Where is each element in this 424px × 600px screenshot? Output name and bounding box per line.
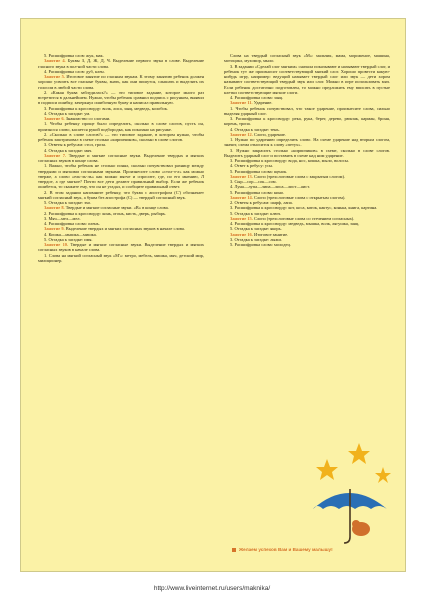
left-paragraph xyxy=(38,58,204,69)
right-column xyxy=(224,53,390,247)
left-paragraph xyxy=(38,242,204,253)
paragraph-text: 4. Отгадка к загадке: тень. xyxy=(230,126,280,132)
paragraph-text: Буквы З, Д, Ж, Д, Ч. Выделение первого звука в слове. Выделение гласного звука в пол-ной части слова. xyxy=(38,58,204,69)
paragraph-text: 2. В этом задании напомните ребенку, что буква с апострофом (С') обозначает мягкий согласный звук, а буква без апострофа (С) — твердый согласный звук. xyxy=(38,189,204,200)
paragraph-text: 5. Расшифровка слова: щенок. xyxy=(230,168,288,174)
paragraph-text: 3. Ответы к ребусам: стол, гроза. xyxy=(44,142,107,148)
star-icon xyxy=(348,443,370,464)
paragraph-text: 4. Расшифровка к кроссворду: медведь, мышка, волк, лягушка, заяц. xyxy=(230,221,360,226)
paragraph-text: 5. Расшифровка слова: кино. xyxy=(230,189,285,195)
paragraph-text: 5. Отгадка к загадке: эхо. xyxy=(44,200,92,205)
paragraph-text: 3. Расшифровка к кроссворду: кот, коса, каток, кактус, конька, книга, картина. xyxy=(230,205,378,211)
paragraph-text: 4. Отгадка к загадке: ум. xyxy=(44,110,91,116)
left-paragraph xyxy=(38,163,204,189)
paragraph-text: 2. Ответы к ребусам: шарф, лапа. xyxy=(230,200,293,205)
lesson-heading: Занятие 5. xyxy=(44,74,65,79)
paragraph-text: 3. Расшифровка к кроссворду: волк, лиса, заяц, медведь, колобок. xyxy=(44,105,169,111)
paragraph-text: Твердые и мягкие согласные звуки. Выделение твердых и мягких согласных звуков в конце слова. xyxy=(38,152,204,163)
paragraph-text: 3. Мяч—мел—мел. xyxy=(44,215,81,221)
lesson-heading: Занятие 12. xyxy=(230,131,253,137)
paragraph-text: Слоги (трехслоговые слова со стечением согласных). xyxy=(252,215,355,221)
paragraph-text: Выделение твердых и мягких согласных звуков в начале слова. xyxy=(64,226,185,232)
right-paragraph xyxy=(224,53,390,64)
paragraph-text: 2. «Сколько в слове слогов?» — это типовое задание, в котором нужно, чтобы ребенок заштриховал в схеме столько «кирпичиков», сколько в слове слогов. xyxy=(38,131,204,142)
left-paragraph xyxy=(38,90,204,106)
paragraph-text: 3. Расшифровка к кроссворду: вода, нос, кошка, мыло, волосы. xyxy=(230,158,349,163)
left-paragraph xyxy=(38,253,204,264)
lesson-heading: Занятие 9. xyxy=(44,226,65,232)
paragraph-text: Итоговое занятие по гласным звукам. К этому занятию ребенок должен хорошо усвоить все гласные буквы, знать, как они пишутся, слышать и выделять их голосом в любой части слова. xyxy=(38,74,204,90)
right-paragraph xyxy=(224,137,390,148)
paragraph-text: 4. Кошка—мышка—мишка. xyxy=(44,231,97,237)
lesson-heading: Занятие 10. xyxy=(44,242,69,247)
paragraph-text: 5. Расшифровка слов: жук, мак. xyxy=(44,53,104,58)
right-paragraph xyxy=(224,64,390,96)
lesson-heading: Занятие 6. xyxy=(44,116,65,121)
paragraph-text: 4. Расшифровка слова: заяц. xyxy=(230,95,284,100)
paragraph-text: 3. Нужно закрасить столько «кирпичиков» в схеме, сколько в слове слогов. Выделить ударный слог и поставить в схеме над ним ударение. xyxy=(224,147,390,158)
paragraph-text: 1. Важно, чтобы ребенок не столько понял, сколько почувствовал разницу между твердыми и мягкими согласными звуками. Произнесите слово «стол-э-л» как можно тверже, а слово «ель-ль-ль» как можно мягче и спросите, где, по его мнению, Л твердое, а где мягкое? Почти все дети делают правильный выбор. Если же ребенок ошибется, то скажите ему, что он не угадал, и сообщите правильный ответ. xyxy=(38,163,204,190)
left-paragraph xyxy=(38,74,204,90)
paragraph-text: 3. Расшифровка к кроссворду: река, рука, берег, дерево, рюкзак, карман, броня, корень, тропа. xyxy=(224,116,390,127)
paragraph-text: Ударение. xyxy=(252,100,273,106)
paragraph-text: Слоги (трехслоговые слова с закрытым слогом). xyxy=(252,173,346,179)
star-icon xyxy=(316,459,338,480)
book-page xyxy=(20,18,406,572)
paragraph-text: 4. Отгадка к загадке: мяч. xyxy=(44,147,93,153)
paragraph-text: Слова на твердый согласный звук «М»: мальчик, мама, мороженое, машина, мотоцикл, мухомор, мыло. xyxy=(224,53,390,64)
paragraph-text: 5. Отгадка к загадке: якорь. xyxy=(230,226,282,232)
paragraph-text: 3. Сыр—сор—сок—сом. xyxy=(230,179,277,184)
paragraph-text: 4. Луна—лупа—липа—лиса—лист—аист. xyxy=(230,184,310,190)
paragraph-text: 1. Нужно по ударению определить слово. На схеме ударение над вторым слогом, значит, схема относится к слову «петух». xyxy=(224,137,390,148)
paragraph-text: 5. Отгадка к загадке: имя. xyxy=(44,236,93,242)
paragraph-text: Слоги, ударение. xyxy=(252,131,286,137)
paragraph-text: 4. Расшифровка слова: олень. xyxy=(44,221,100,226)
paragraph-text: Твердые и мягкие согласные звуки. Выделение твердых и мягких согласных звуков в начале слова. xyxy=(38,242,204,253)
right-paragraph xyxy=(224,106,390,117)
lesson-heading: Занятие 13. xyxy=(230,173,253,179)
left-paragraph xyxy=(38,121,204,132)
lesson-heading: Занятие 14. xyxy=(230,194,253,200)
left-column xyxy=(38,53,204,263)
paragraph-text: Итоговое занятие. xyxy=(252,231,289,237)
left-paragraph xyxy=(38,153,204,164)
paragraph-text: Слоги (трехслоговые слова с открытым слогом). xyxy=(252,194,346,200)
paragraph-text: 4. Ответ к ребусу: усы. xyxy=(230,163,274,169)
lesson-heading: Занятие 16. xyxy=(230,231,253,237)
paragraph-text: 5. Расшифровка слова: молодец. xyxy=(230,242,291,247)
right-paragraph xyxy=(224,148,390,159)
lesson-heading: Занятие 8. xyxy=(44,205,65,211)
paragraph-text: 1. Чтобы ребенку проще было определить, сколько в слове слогов, пусть он, произнося слово, касается рукой подбородка, как показано на рисунке. xyxy=(38,121,204,132)
paragraph-text: Твердые и мягкие согласные звуки. «В» в конце слова. xyxy=(64,205,169,211)
paragraph-text: 4. Расшифровка слов: дуб, клен. xyxy=(44,68,105,74)
star-icon xyxy=(375,467,391,483)
right-paragraph xyxy=(224,242,390,247)
left-paragraph xyxy=(38,190,204,201)
lesson-heading: Занятие 7. xyxy=(44,152,67,158)
lesson-heading: Занятие 11. xyxy=(230,100,253,106)
paragraph-text: 3. В задании «Сделай слог мягким» сначала показывают и называют твердый слог, и ребенок тут же произносит соответствующий мягкий слог. Хорошо провести какую-нибудь игру, например: ведущий называет твердый слог или звук — дети хором называют соответствующий твердый звук или слог. Можно в игре использовать мяч. Если ребенок достаточно подготовлен, то можно предложить ему вписать в пустые клетки соответствующие мягкие слоги. xyxy=(224,63,390,95)
lesson-heading: Занятие 15. xyxy=(230,215,253,221)
paragraph-text: 3. Отгадка к загадке: лыжи. xyxy=(230,236,282,242)
umbrella-stars-illustration xyxy=(299,437,397,547)
paragraph-text: 5. Отгадка к загадке: ключ. xyxy=(230,210,282,216)
paragraph-text: 1. Чтобы ребенок почувствовал, что такое ударение, произнесите слова, сильно выделяя ударный слог. xyxy=(224,105,390,116)
closing-message: Желаем успехов Вам и Вашему малышу! xyxy=(232,547,398,552)
paragraph-text: 2. «Какая буква заблудилась?» — это типовое задание, которое много раз встретится в дальнейшем. Нужно, чтобы ребенок сравнил подпись с рисунком, выявил в подписи ошибку, зачеркнул ошибочную букву и написал правильную. xyxy=(38,89,204,106)
paragraph-text: Знакомство со слогами. xyxy=(64,116,111,121)
lesson-heading: Занятие 4. xyxy=(44,58,66,64)
right-paragraph xyxy=(224,116,390,127)
left-paragraph xyxy=(38,132,204,143)
source-url: http://www.liveinternet.ru/users/maknika/ xyxy=(153,585,271,592)
paragraph-text: 2. Расшифровка к кроссворду: конь, огонь, кисть, дверь, рыбарь. xyxy=(44,210,167,216)
paragraph-text: 1. Слова на мягкий согласный звук «М'»: метро, мебель, мишка, мяч, детский мир, милиционер. xyxy=(38,252,204,263)
